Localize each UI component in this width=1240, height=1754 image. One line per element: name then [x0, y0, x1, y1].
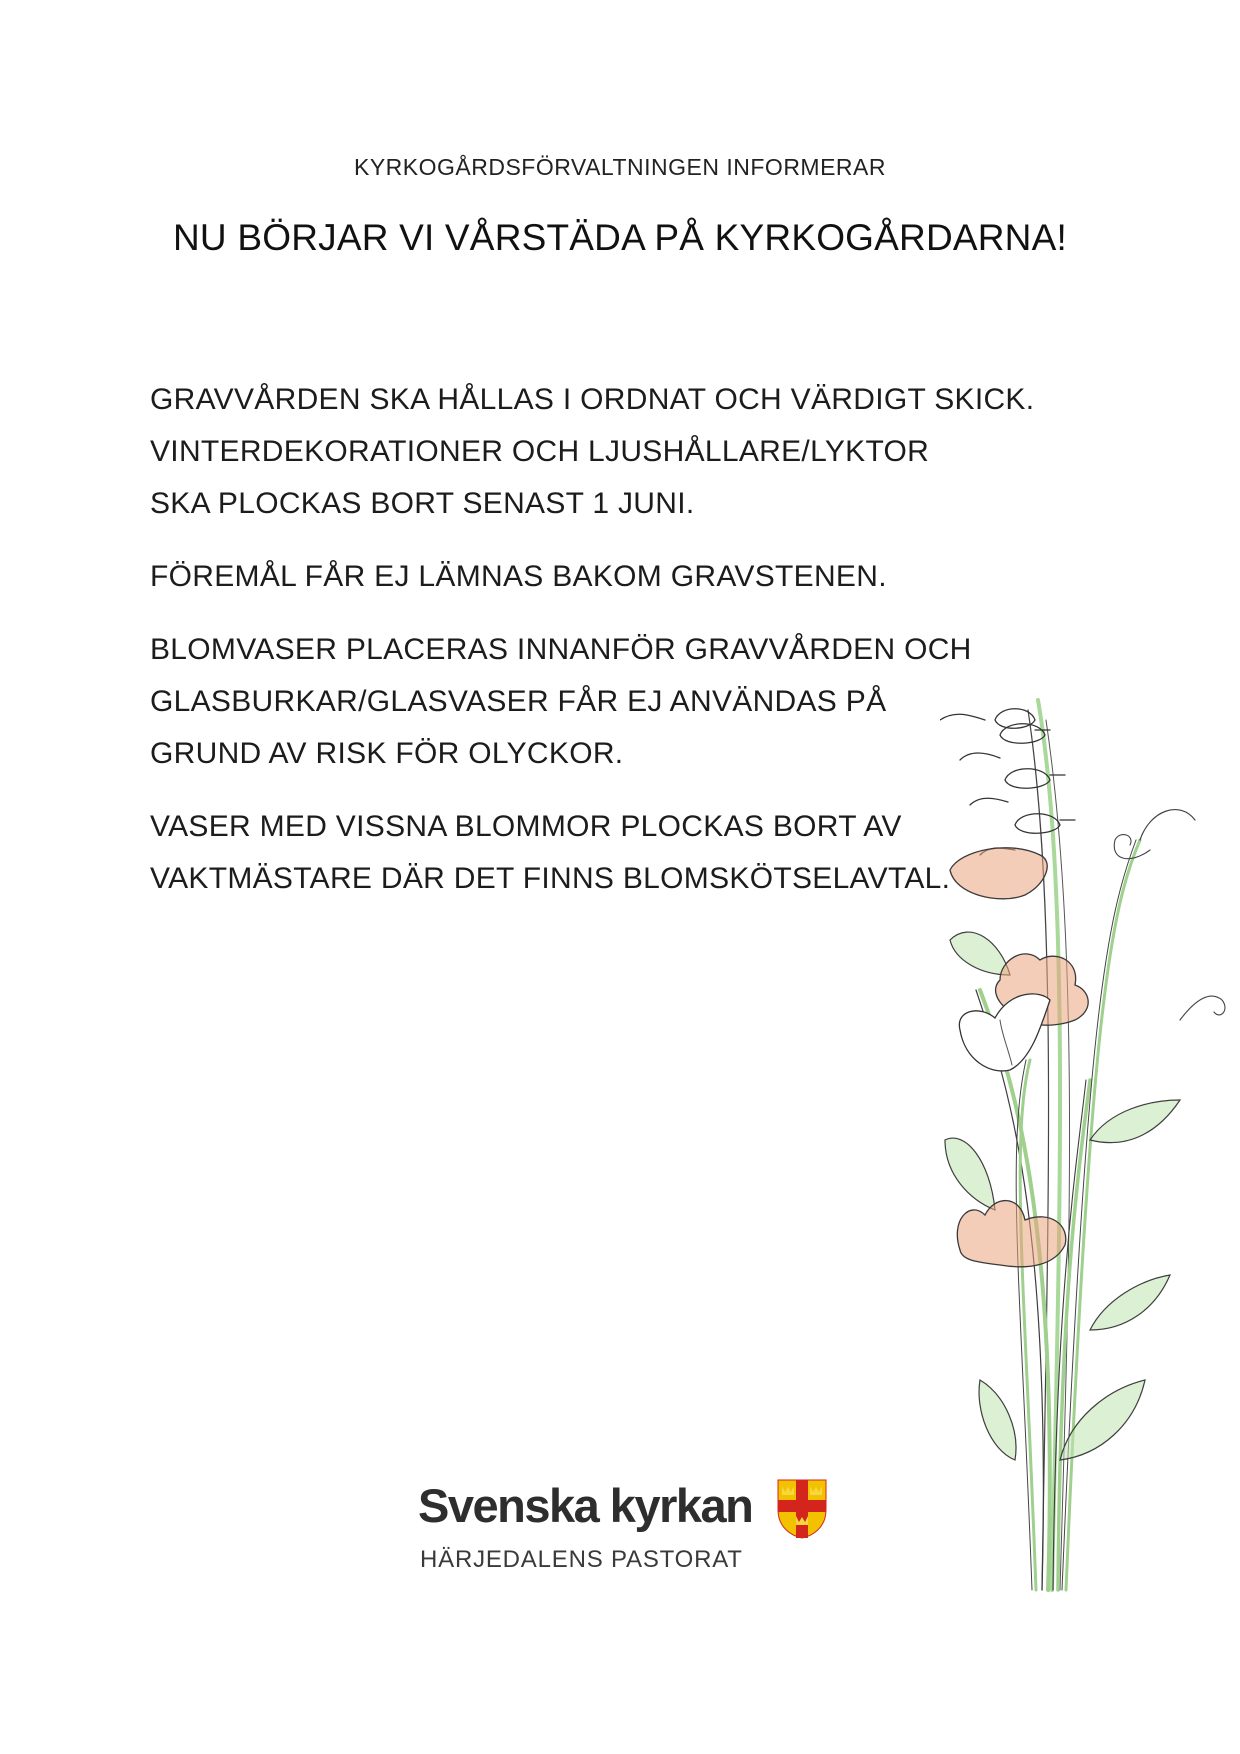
paragraph-line: VASER MED VISSNA BLOMMOR PLOCKAS BORT AV [150, 810, 902, 843]
paragraph-withered [150, 801, 1050, 905]
paragraph-line: FÖREMÅL FÅR EJ LÄMNAS BAKOM GRAVSTENEN. [150, 560, 887, 593]
church-shield-icon [776, 1478, 828, 1540]
page-title: NU BÖRJAR VI VÅRSTÄDA PÅ KYRKOGÅRDARNA! [173, 217, 1067, 258]
kicker-text: KYRKOGÅRDSFÖRVALTNINGEN INFORMERAR [353, 154, 886, 180]
svenska-kyrkan-logo [418, 1478, 838, 1588]
paragraph-vases [150, 624, 1050, 780]
logo-name: Svenska kyrkan [418, 1479, 753, 1532]
paragraph-line: GRAVVÅRDEN SKA HÅLLAS I ORDNAT OCH VÄRDIGT SKICK. [150, 383, 1035, 416]
paragraph-line: VAKTMÄSTARE DÄR DET FINNS BLOMSKÖTSELAVTAL. [150, 862, 951, 895]
paragraph-line: BLOMVASER PLACERAS INNANFÖR GRAVVÅRDEN OCH [150, 633, 972, 666]
paragraph-line: GRUND AV RISK FÖR OLYCKOR. [150, 737, 624, 770]
notice-body [150, 374, 1050, 926]
paragraph-line: GLASBURKAR/GLASVASER FÅR EJ ANVÄNDAS PÅ [150, 685, 887, 718]
paragraph-grave-care [150, 374, 1050, 530]
logo-subtitle: HÄRJEDALENS PASTORAT [420, 1546, 743, 1573]
paragraph-objects [150, 551, 1050, 603]
paragraph-line: VINTERDEKORATIONER OCH LJUSHÅLLARE/LYKTOR [150, 435, 930, 468]
paragraph-line: SKA PLOCKAS BORT SENAST 1 JUNI. [150, 487, 695, 520]
flower-bouquet-illustration [940, 690, 1240, 1620]
